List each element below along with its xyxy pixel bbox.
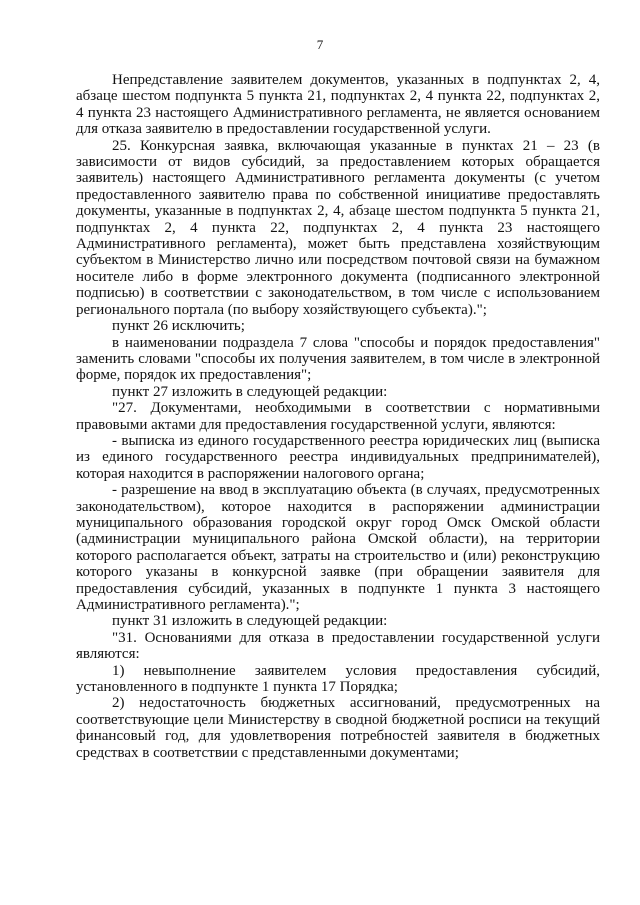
paragraph-27-intro: пункт 27 изложить в следующей редакции: [112,383,388,400]
document-body [76,72,600,761]
paragraph-31-intro: пункт 31 изложить в следующей редакции: [112,613,388,630]
paragraph-subsection-7-title: в наименовании подраздела 7 слова "способы и порядок предоставления" заменить словами "способы их получения заявителем, в том числе в электронной форме, порядок их предоставления"; [76,334,600,384]
list-item-commissioning-permit: - разрешение на ввод в эксплуатацию объекта (в случаях, предусмотренных законодательством), которое находится в распоряжении администрации муниципального образования городской округ город Омск Омской области (администрации муниципального района Омской области), на территории которого располагается объект, затраты на строительство и (или) реконструкцию которого указаны в конкурсной заявке (при обращении заявителя для предоставления субсидий, указанных в подпункте 1 пункта 3 настоящего Административного регламента)."; [76,482,600,613]
paragraph-exclude-26: пункт 26 исключить; [112,318,245,335]
page-number: 7 [316,37,324,52]
list-item-registry-extract: - выписка из единого государственного реестра юридических лиц (выписка из единого государственного реестра индивидуальных предпринимателей), которая находится в распоряжении налогового органа; [76,432,600,482]
list-item-refusal-1: 1) невыполнение заявителем условия предоставления субсидий, установленного в подпункте 1 пункта 17 Порядка; [76,662,600,696]
list-item-refusal-2: 2) недостаточность бюджетных ассигнований, предусмотренных на соответствующие цели Министерству в сводной бюджетной росписи на текущий финансовый год, для удовлетворения потребностей заявителя в бюджетных средствах в соответствии с представленными документами; [76,695,600,761]
paragraph-31: "31. Основаниями для отказа в предоставлении государственной услуги являются: [76,629,600,663]
paragraph-non-submission: Непредставление заявителем документов, указанных в подпунктах 2, 4, абзаце шестом подпункта 5 пункта 21, подпунктах 2, 4 пункта 22, подпунктах 2, 4 пункта 23 настоящего Административного регламента, не является основанием для отказа заявителю в предоставлении государственной услуги. [76,72,600,138]
paragraph-25: 25. Конкурсная заявка, включающая указанные в пунктах 21 – 23 (в зависимости от видов субсидий, за предоставлением которых обращается заявитель) настоящего Административного регламента документы (с учетом предоставленного заявителю права по собственной инициативе предоставлять документы, указанные в подпунктах 2, 4, абзаце шестом подпункта 5 пункта 21, подпунктах 2, 4 пункта 22, подпунктах 2, 4 пункта 23 настоящего Административного регламента), может быть представлена хозяйствующим субъектом в Министерство лично или посредством почтовой связи на бумажном носителе либо в форме электронного документа (подписанного электронной подписью) в соответствии с законодательством, в том числе с использованием регионального портала (по выбору хозяйствующего субъекта)."; [76,137,600,318]
paragraph-27: "27. Документами, необходимыми в соответствии с нормативными правовыми актами для предоставления государственной услуги, являются: [76,400,600,433]
